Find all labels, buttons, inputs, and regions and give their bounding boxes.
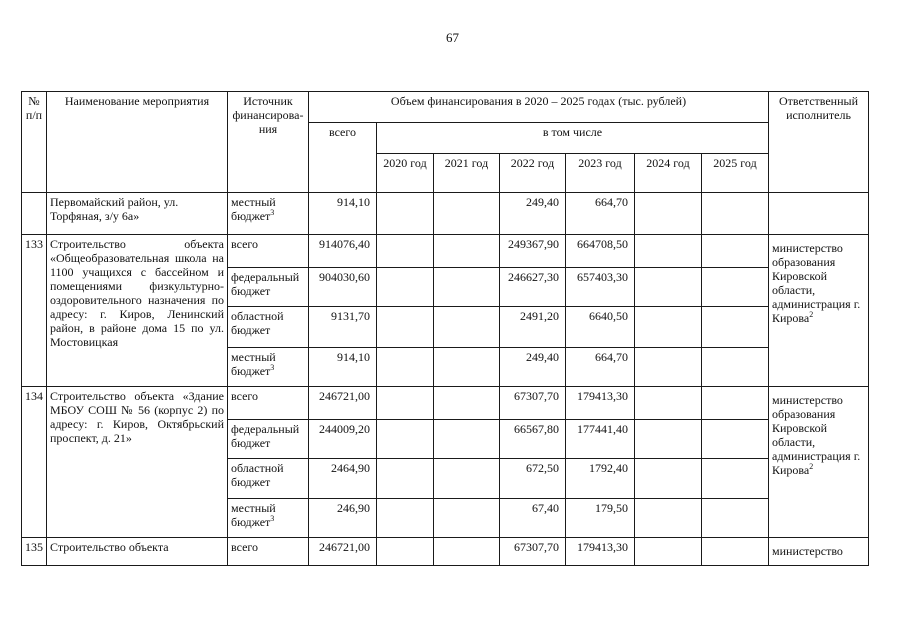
row-year-cell	[377, 348, 434, 387]
header-source: Источник финансирова-ния	[228, 92, 309, 193]
row-year-cell	[635, 307, 702, 348]
row-year-cell	[377, 235, 434, 268]
row-name: Строительство объекта «Общеобразовательная школа на 1100 учащихся с бассейном и помещениями физкультурно-оздоровительного назначения по адресу: г. Киров, Ленинский район, в районе дома 15 по ул. Мостовицкая	[47, 235, 228, 387]
row-year-cell	[635, 268, 702, 307]
row-year-cell	[434, 420, 500, 459]
row-year-2022: 249,40	[500, 348, 566, 387]
row-total: 244009,20	[309, 420, 377, 459]
row-source: всего	[228, 235, 309, 268]
row-total: 914,10	[309, 348, 377, 387]
row-year-cell	[702, 420, 769, 459]
header-year: 2020 год	[377, 154, 434, 193]
row-year-2022: 67307,70	[500, 387, 566, 420]
row-year-cell	[377, 459, 434, 499]
row-source: федеральный бюджет	[228, 420, 309, 459]
row-year-cell	[635, 538, 702, 566]
row-year-cell	[635, 348, 702, 387]
row-responsible: министерство образования Кировской области, администрация г. Кирова$^2$	[769, 235, 869, 387]
row-year-2023: 664,70	[566, 193, 635, 235]
row-year-cell	[702, 235, 769, 268]
row-source: местный бюджет$^3$	[228, 193, 309, 235]
header-num: № п/п	[22, 92, 47, 193]
row-total: 246721,00	[309, 538, 377, 566]
row-year-cell	[702, 307, 769, 348]
row-year-2022: 2491,20	[500, 307, 566, 348]
row-year-cell	[377, 193, 434, 235]
row-year-cell	[702, 538, 769, 566]
header-year: 2022 год	[500, 154, 566, 193]
row-year-cell	[434, 268, 500, 307]
row-name: Строительство объекта «Здание МБОУ СОШ № 56 (корпус 2) по адресу: г. Киров, Октябрьский проспект, д. 21»	[47, 387, 228, 538]
row-total: 2464,90	[309, 459, 377, 499]
header-total: всего	[309, 123, 377, 193]
row-year-2022: 672,50	[500, 459, 566, 499]
row-responsible: министерство	[769, 538, 869, 566]
row-year-cell	[434, 538, 500, 566]
header-year: 2021 год	[434, 154, 500, 193]
header-responsible: Ответственный исполнитель	[769, 92, 869, 193]
row-year-cell	[377, 538, 434, 566]
row-source: местный бюджет$^3$	[228, 499, 309, 538]
row-year-cell	[434, 387, 500, 420]
row-total: 246721,00	[309, 387, 377, 420]
row-year-cell	[702, 268, 769, 307]
row-name: Строительство объекта	[47, 538, 228, 566]
row-year-cell	[377, 420, 434, 459]
table-row	[22, 387, 869, 420]
row-total: 914,10	[309, 193, 377, 235]
row-year-2023: 179413,30	[566, 538, 635, 566]
row-responsible	[769, 193, 869, 235]
header-year: 2024 год	[635, 154, 702, 193]
row-num-cell	[22, 193, 47, 235]
row-num: 135	[22, 538, 47, 566]
header-year: 2025 год	[702, 154, 769, 193]
financing-table	[21, 91, 869, 566]
table-row	[22, 235, 869, 268]
row-year-2022: 66567,80	[500, 420, 566, 459]
row-year-cell	[702, 193, 769, 235]
row-year-2023: 179,50	[566, 499, 635, 538]
row-year-cell	[635, 235, 702, 268]
row-num: 134	[22, 387, 47, 538]
row-year-cell	[434, 193, 500, 235]
row-year-2023: 179413,30	[566, 387, 635, 420]
row-year-2023: 664708,50	[566, 235, 635, 268]
row-year-2023: 1792,40	[566, 459, 635, 499]
row-year-2023: 657403,30	[566, 268, 635, 307]
row-source: всего	[228, 538, 309, 566]
row-year-cell	[635, 420, 702, 459]
row-year-2023: 177441,40	[566, 420, 635, 459]
table-row	[22, 193, 869, 235]
row-total: 9131,70	[309, 307, 377, 348]
row-total: 246,90	[309, 499, 377, 538]
row-source: областной бюджет	[228, 459, 309, 499]
row-total: 914076,40	[309, 235, 377, 268]
row-year-cell	[434, 499, 500, 538]
row-year-cell	[377, 387, 434, 420]
row-year-cell	[702, 387, 769, 420]
row-year-cell	[434, 235, 500, 268]
row-year-cell	[635, 193, 702, 235]
row-year-cell	[377, 268, 434, 307]
row-year-cell	[635, 459, 702, 499]
row-year-cell	[434, 307, 500, 348]
page-number: 67	[446, 30, 459, 45]
row-year-2022: 249,40	[500, 193, 566, 235]
row-source: федеральный бюджет	[228, 268, 309, 307]
row-year-2023: 6640,50	[566, 307, 635, 348]
row-year-2022: 67,40	[500, 499, 566, 538]
header-year: 2023 год	[566, 154, 635, 193]
row-year-2022: 67307,70	[500, 538, 566, 566]
row-year-cell	[377, 307, 434, 348]
table-row	[22, 538, 869, 566]
row-year-cell	[377, 499, 434, 538]
row-year-cell	[702, 459, 769, 499]
row-year-2022: 246627,30	[500, 268, 566, 307]
row-year-cell	[635, 387, 702, 420]
row-year-cell	[702, 499, 769, 538]
row-name: Первомайский район, ул. Торфяная, з/у 6а»	[47, 193, 228, 235]
row-source: местный бюджет$^3$	[228, 348, 309, 387]
row-year-cell	[434, 348, 500, 387]
row-responsible: министерство образования Кировской области, администрация г. Кирова$^2$	[769, 387, 869, 538]
row-year-cell	[434, 459, 500, 499]
header-volume: Объем финансирования в 2020 – 2025 годах (тыс. рублей)	[309, 92, 769, 123]
row-source: областной бюджет	[228, 307, 309, 348]
row-year-cell	[635, 499, 702, 538]
row-year-cell	[702, 348, 769, 387]
row-year-2022: 249367,90	[500, 235, 566, 268]
row-year-2023: 664,70	[566, 348, 635, 387]
header-name: Наименование мероприятия	[47, 92, 228, 193]
row-source: всего	[228, 387, 309, 420]
row-total: 904030,60	[309, 268, 377, 307]
row-num: 133	[22, 235, 47, 387]
header-including: в том числе	[377, 123, 769, 154]
